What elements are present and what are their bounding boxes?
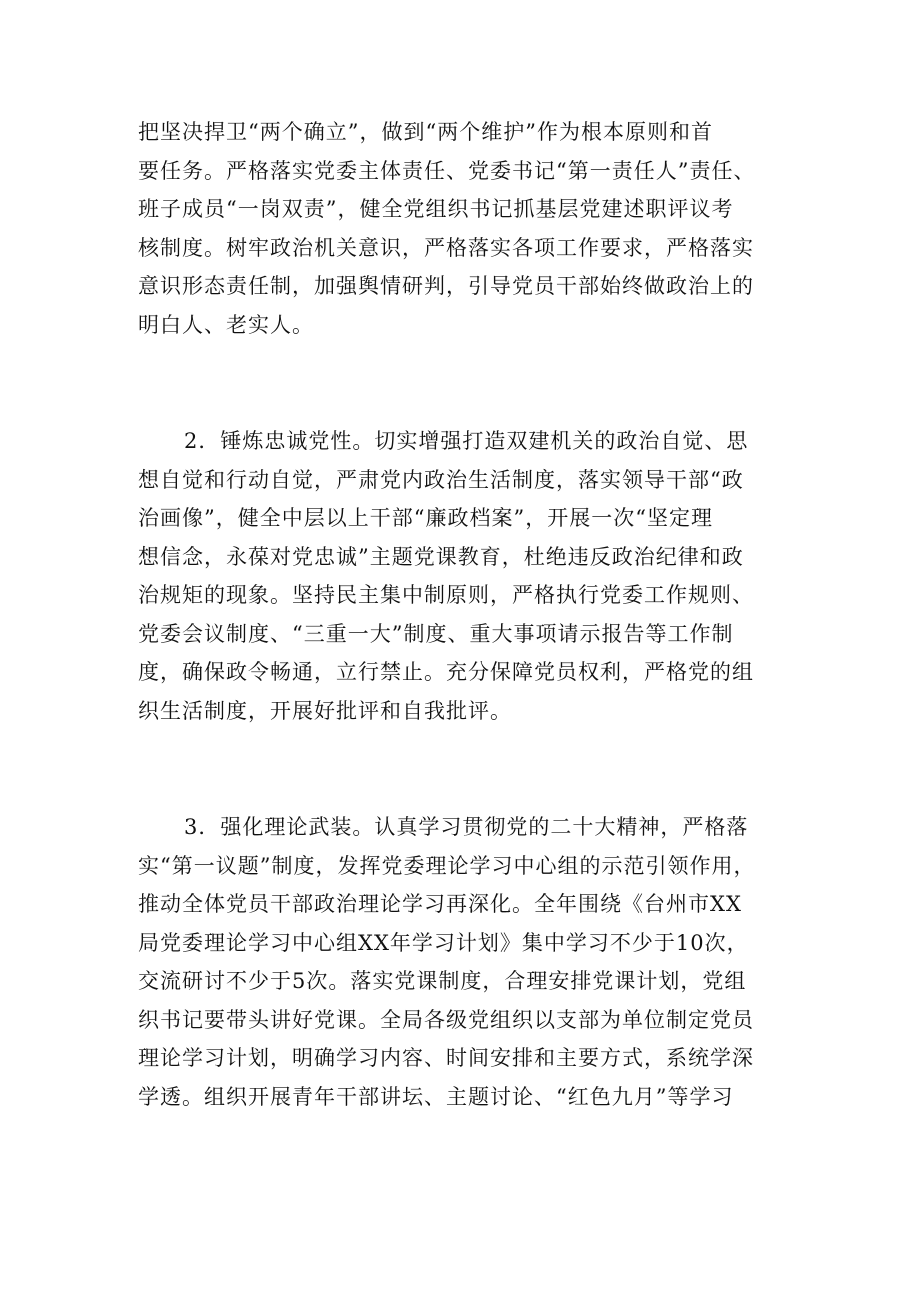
text-line: 实“第一议题”制度，发挥党委理论学习中心组的示范引领作用， [138,853,756,878]
text-line: 局党委理论学习中心组XX年学习计划》集中学习不少于10次， [138,930,749,955]
paragraph-political-principles [138,113,798,344]
text-line: 治规矩的现象。坚持民主集中制原则，严格执行党委工作规则、 [138,583,754,607]
text-line: 把坚决捍卫“两个确立”，做到“两个维护”作为根本原则和首 [138,120,713,144]
text-line-first: 3．强化理论武装。认真学习贯彻党的二十大精神，严格落 [184,815,749,839]
text-line: 织书记要带头讲好党课。全局各级党组织以支部为单位制定党员 [138,1007,754,1032]
text-line: 党委会议制度、“三重一大”制度、重大事项请示报告等工作制 [138,621,734,646]
text-line: 明白人、老实人。 [138,312,314,337]
text-line: 推动全体党员干部政治理论学习再深化。全年围绕《台州市XX [138,892,742,916]
text-line: 学透。组织开展青年干部讲坛、主题讨论、“红色九月”等学习 [138,1084,734,1109]
text-line: 想信念，永葆对党忠诚”主题党课教育，杜绝违反政治纪律和政 [138,544,744,569]
text-line: 理论学习计划，明确学习内容、时间安排和主要方式，系统学深 [138,1046,754,1070]
text-line: 度，确保政令畅通，立行禁止。充分保障党员权利，严格党的组 [138,660,754,684]
text-line: 意识形态责任制，加强舆情研判，引导党员干部始终做政治上的 [138,274,754,298]
paragraph-theory-study [138,808,798,1116]
paragraph-loyalty [138,422,798,730]
text-line: 交流研讨不少于5次。落实党课制度，合理安排党课计划，党组 [138,969,747,993]
text-line: 织生活制度，开展好批评和自我批评。 [138,698,512,723]
text-line: 要任务。严格落实党委主体责任、党委书记“第一责任人”责任、 [138,158,756,183]
text-line: 想自觉和行动自觉，严肃党内政治生活制度，落实领导干部“政 [138,467,744,492]
text-line: 班子成员“一岗双责”，健全党组织书记抓基层党建述职评议考 [138,197,734,221]
text-line-first: 2．锤炼忠诚党性。切实增强打造双建机关的政治自觉、思 [184,429,749,453]
text-line: 核制度。树牢政治机关意识，严格落实各项工作要求，严格落实 [138,235,754,260]
text-line: 治画像”，健全中层以上干部“廉政档案”，开展一次“坚定理 [138,506,713,530]
